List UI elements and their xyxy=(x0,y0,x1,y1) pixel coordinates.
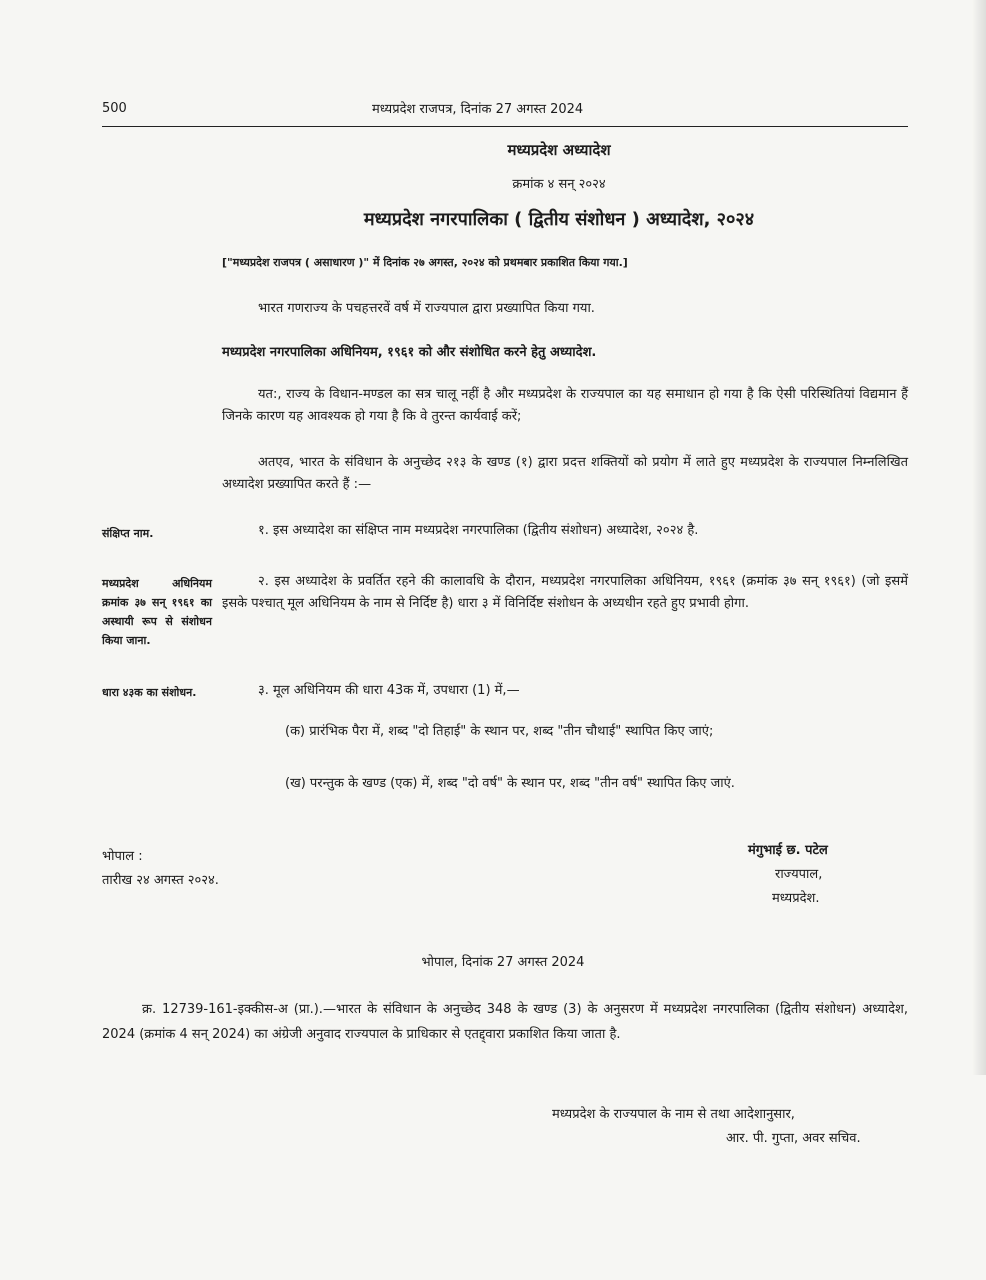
notification-dateline: भोपाल, दिनांक 27 अगस्त 2024 xyxy=(421,955,585,970)
authority-line: मध्यप्रदेश के राज्यपाल के नाम से तथा आदेशानुसार, xyxy=(552,1107,795,1122)
gazette-title: मध्यप्रदेश अध्यादेश xyxy=(507,141,611,159)
place: भोपाल : xyxy=(102,849,143,864)
ordinance-number: क्रमांक ४ सन् २०२४ xyxy=(512,177,606,192)
clause-ka: (क) प्रारंभिक पैरा में, शब्द "दो तिहाई" के स्थान पर, शब्द "तीन चौथाई" स्थापित किए जाएं; xyxy=(285,724,714,739)
therefore-paragraph: अतएव, भारत के संविधान के अनुच्छेद २१३ के खण्ड (१) द्वारा प्रदत्त शक्तियों को प्रयोग में लाते हुए मध्यप्रदेश के राज्यपाल निम्नलिखित अध्यादेश प्रख्यापित करते हैं :— xyxy=(222,455,908,492)
promulgation-line: भारत गणराज्य के पचहत्तरवें वर्ष में राज्यपाल द्वारा प्रख्यापित किया गया. xyxy=(258,301,595,316)
page-number: 500 xyxy=(102,101,127,116)
running-title: मध्यप्रदेश राजपत्र, दिनांक 27 अगस्त 2024 xyxy=(372,102,584,117)
margin-note-section-43a: धारा ४३क का संशोधन. xyxy=(102,686,197,699)
signatory-name: मंगुभाई छ. पटेल xyxy=(748,843,828,858)
header-rule xyxy=(102,126,908,127)
notification-text: क्र. 12739-161-इक्कीस-अ (प्रा.).—भारत के संविधान के अनुच्छेद 348 के खण्ड (3) के अनुसरण में मध्यप्रदेश नगरपालिका (द्वितीय संशोधन) अध्यादेश, 2024 (क्रमांक 4 सन् 2024) का अंग्रेजी अनुवाद राज्यपाल के प्राधिकार से एतद्द्वारा प्रकाशित किया जाता है. xyxy=(102,1002,908,1042)
officer-line: आर. पी. गुप्ता, अवर सचिव. xyxy=(726,1131,861,1146)
ordinance-date: तारीख २४ अगस्त २०२४. xyxy=(102,873,219,888)
margin-note-short-title: संक्षिप्त नाम. xyxy=(102,527,154,540)
whereas-paragraph: यत:, राज्य के विधान-मण्डल का सत्र चालू नहीं है और मध्यप्रदेश के राज्यपाल का यह समाधान हो गया है कि ऐसी परिस्थितियां विद्यमान हैं जिनके कारण यह आवश्यक हो गया है कि वे तुरन्त कार्यवाई करें; xyxy=(222,387,908,424)
long-title: मध्यप्रदेश नगरपालिका अधिनियम, १९६१ को और संशोधित करने हेतु अध्यादेश. xyxy=(222,345,597,360)
signatory-state: मध्यप्रदेश. xyxy=(772,891,820,906)
signatory-designation: राज्यपाल, xyxy=(775,867,823,882)
section-2-text: २. इस अध्यादेश के प्रवर्तित रहने की कालावधि के दौरान, मध्यप्रदेश नगरपालिका अधिनियम, १९६१ (क्रमांक ३७ सन् १९६१) (जो इसमें इसके पश्चात् मूल अधिनियम के नाम से निर्दिष्ट है) धारा ३ में विनिर्दिष्ट संशोधन के अध्यधीन रहते हुए प्रभावी होगा. xyxy=(222,574,908,611)
margin-note-temporary-amendment: मध्यप्रदेश अधिनियम क्रमांक ३७ सन् १९६१ का अस्थायी रूप से संशोधन किया जाना. xyxy=(102,577,212,647)
section-1-text: १. इस अध्यादेश का संक्षिप्त नाम मध्यप्रदेश नगरपालिका (द्वितीय संशोधन) अध्यादेश, २०२४ है. xyxy=(258,523,699,538)
clause-kha: (ख) परन्तुक के खण्ड (एक) में, शब्द "दो वर्ष" के स्थान पर, शब्द "तीन वर्ष" स्थापित किए जाएं. xyxy=(285,776,735,791)
page-edge-shadow xyxy=(972,0,986,1075)
section-3-text: ३. मूल अधिनियम की धारा 43क में, उपधारा (1) में,— xyxy=(258,683,520,698)
publication-note: ["मध्यप्रदेश राजपत्र ( असाधारण )" में दिनांक २७ अगस्त, २०२४ को प्रथमबार प्रकाशित किया गया.] xyxy=(222,256,628,269)
ordinance-title: मध्यप्रदेश नगरपालिका ( द्वितीय संशोधन ) अध्यादेश, २०२४ xyxy=(363,209,755,230)
